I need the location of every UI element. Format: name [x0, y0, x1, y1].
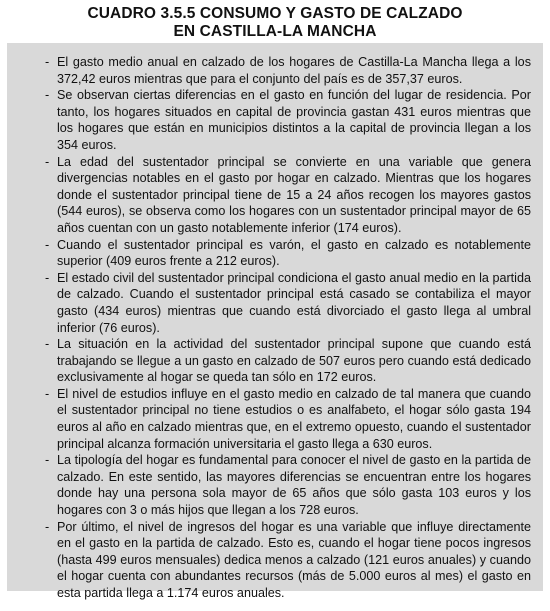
list-item [45, 237, 531, 270]
dash-bullet: - [45, 519, 50, 534]
dash-bullet: - [45, 337, 50, 352]
dash-bullet: - [45, 453, 50, 468]
list-item [45, 87, 531, 153]
table-title [0, 0, 550, 41]
list-item-text: El estado civil del sustentador principal condiciona el gasto anual medio en la partida de calzado. Cuando el sustentador principal está casado se contabiliza el mayor gasto (434 euros) mientras que cuando está divorciado el gasto llega al umbral inferior (76 euros). [57, 270, 531, 335]
list-item-text: La situación en la actividad del sustentador principal supone que cuando está trabajando se llegue a un gasto en calzado de 507 euros pero cuando está dedicado exclusivamente al hogar se queda tan sólo en 172 euros. [57, 337, 531, 385]
dash-bullet: - [45, 270, 50, 285]
dash-bullet: - [45, 154, 50, 169]
list-item [45, 336, 531, 386]
list-item-text: Se observan ciertas diferencias en el gasto en función del lugar de residencia. Por tanto, los hogares situados en capital de provincia gastan 431 euros mientras que los hogares que están en municipios distintos a la capital de provincia llegan a los 354 euros. [57, 88, 531, 152]
list-item [45, 519, 531, 602]
title-line-2: EN CASTILLA-LA MANCHA [173, 23, 377, 40]
dash-bullet: - [45, 88, 50, 103]
list-item [45, 154, 531, 237]
list-item-text: El nivel de estudios influye en el gasto medio en calzado de tal manera que cuando el sustentador principal no tiene estudios o es analfabeto, el hogar sólo gasta 194 euros al año en calzado mientras que, en el extremo opuesto, cuando el sustentador principal alcanza formación universitaria el gasto llega a 630 euros. [57, 386, 531, 451]
dash-bullet: - [45, 386, 50, 401]
list-item [45, 386, 531, 452]
list-item-text: La edad del sustentador principal se convierte en una variable que genera divergencias notables en el gasto por hogar en calzado. Mientras que los hogares donde el sustentador principal tiene de 15 a 24 años recogen los mayores gastos (544 euros), se observa como los hogares con un sustentador principal mayor de 65 años cuentan con un gasto notablemente inferior (174 euros). [57, 154, 531, 235]
title-line-1: CUADRO 3.5.5 CONSUMO Y GASTO DE CALZADO [87, 5, 463, 22]
list-item [45, 452, 531, 518]
dash-bullet: - [45, 55, 50, 69]
list-item-text: Por último, el nivel de ingresos del hogar es una variable que influye directamente en el gasto en la partida de calzado. Esto es, cuando el hogar tiene pocos ingresos (hasta 499 euros mensuales) dedica menos a calzado (121 euros anuales) y cuando el hogar cuenta con abundantes recursos (más de 5.000 euros al mes) el gasto en esta partida llega a 1.174 euros anuales. [57, 519, 531, 600]
list-item-text: La tipología del hogar es fundamental para conocer el nivel de gasto en la partida de calzado. En este sentido, las mayores diferencias se encuentran entre los hogares donde hay una persona sola mayor de 65 años que sólo gasta 103 euros y los hogares con 3 o más hijos que llegan a los 728 euros. [57, 453, 531, 518]
list-item-text: Cuando el sustentador principal es varón, el gasto en calzado es notablemente superior (409 euros frente a 212 euros). [57, 237, 531, 269]
summary-list [45, 54, 531, 602]
dash-bullet: - [45, 237, 50, 252]
summary-box [7, 43, 543, 600]
list-item [45, 54, 531, 87]
list-item [45, 270, 531, 336]
list-item-text: El gasto medio anual en calzado de los hogares de Castilla-La Mancha llega a los 372,42 euros mientras que para el conjunto del país es de 357,37 euros. [57, 55, 531, 86]
